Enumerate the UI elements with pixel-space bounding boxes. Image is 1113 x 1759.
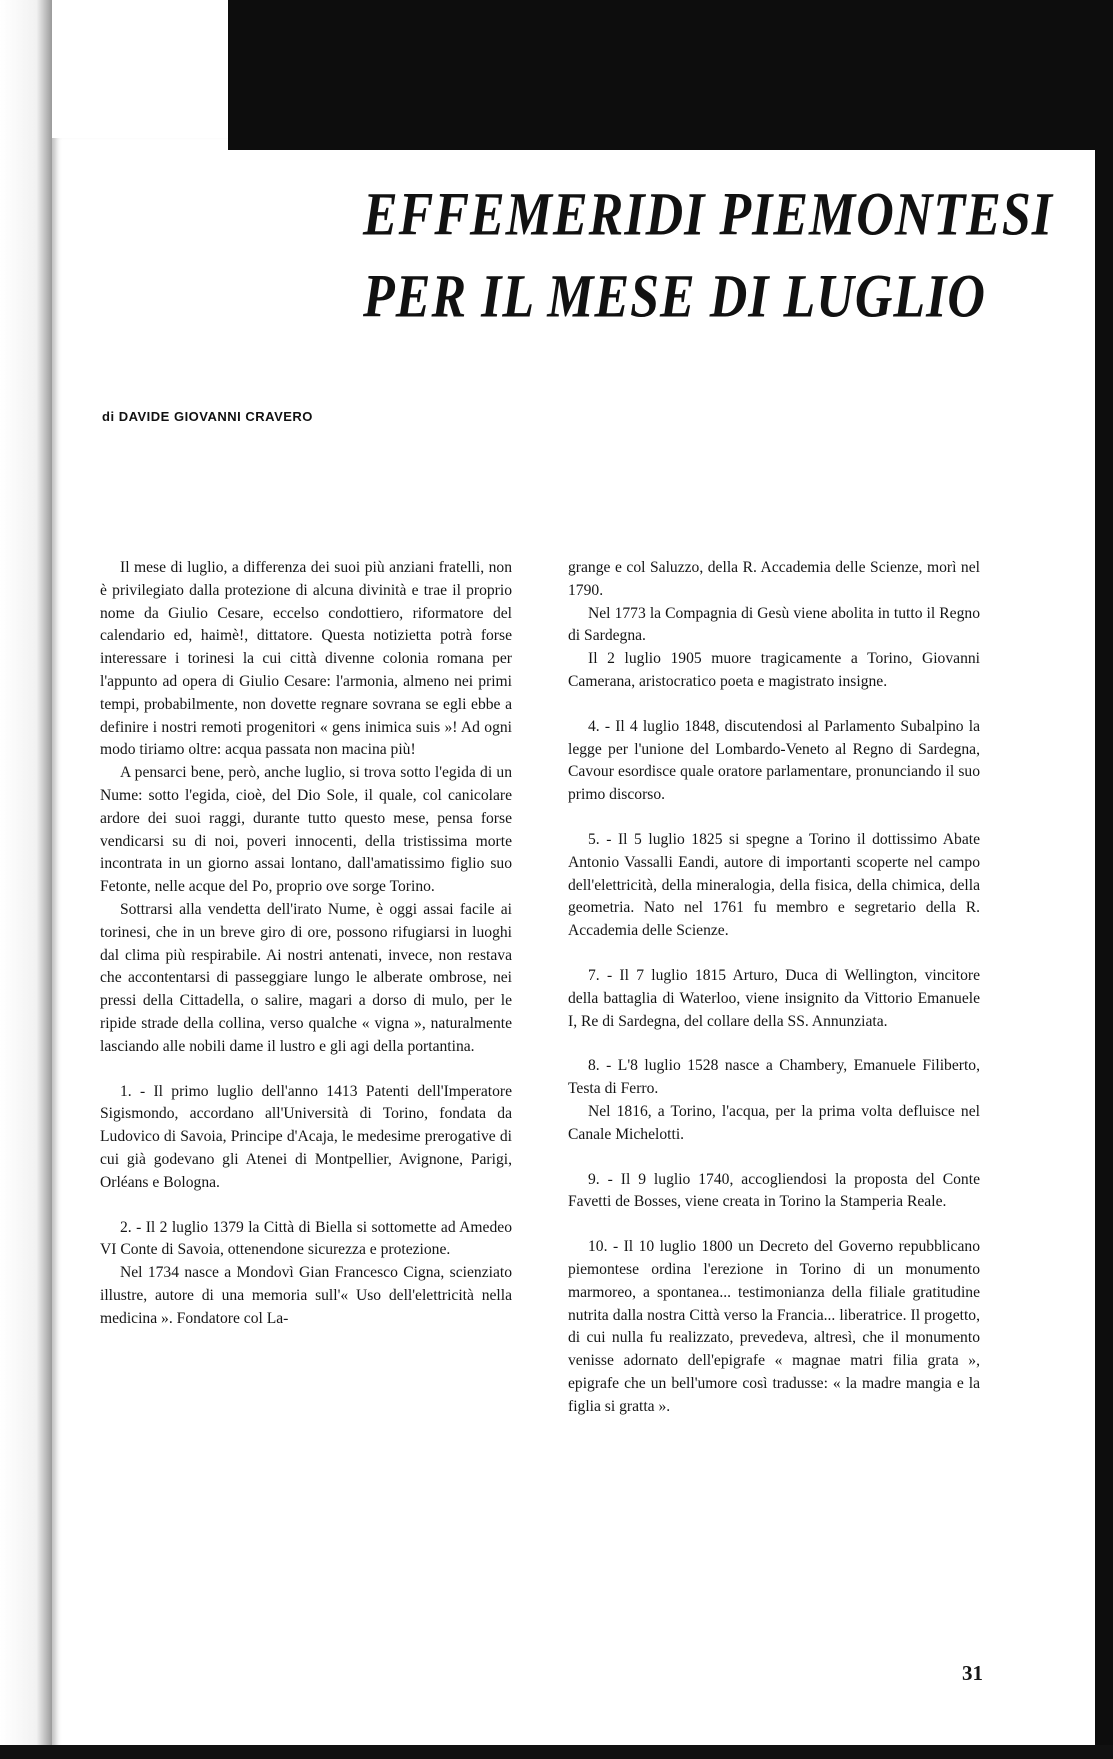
paragraph: 2. - Il 2 luglio 1379 la Città di Biella si sottomette ad Amedeo VI Conte di Savoia, ottenendone sicurezza e protezione. — [100, 1218, 512, 1259]
paragraph: Nel 1734 nasce a Mondovì Gian Francesco Cigna, scienziato illustre, autore di una memoria sull'« Uso dell'elettricità nella medicina ». Fondatore col La- — [100, 1264, 512, 1327]
text-column-right — [568, 557, 980, 1419]
article-title-line-1: EFFEMERIDI PIEMONTESI — [363, 181, 1053, 249]
paragraph: 9. - Il 9 luglio 1740, accogliendosi la proposta del Conte Favetti de Bosses, viene creata in Torino la Stamperia Reale. — [568, 1170, 980, 1211]
paragraph: A pensarci bene, però, anche luglio, si trova sotto l'egida di un Nume: sotto l'egida, cioè, del Dio Sole, il quale, col canicolare ardore dei suoi raggi, durante tutto questo mese, pensa forse vendicarsi su di noi, poveri innocenti, della tristissima morte incontrata in un giorno assai lontano, dall'amatissimo figlio suo Fetonte, nelle acque del Po, proprio ove sorge Torino. — [100, 764, 512, 896]
author-name: DAVIDE GIOVANNI CRAVERO — [118, 409, 313, 424]
paragraph: grange e col Saluzzo, della R. Accademia delle Scienze, morì nel 1790. — [568, 559, 980, 599]
text-column-left — [100, 557, 512, 1331]
scan-left-edge — [0, 0, 52, 1759]
byline-prefix: di — [102, 409, 115, 424]
page-number: 31 — [962, 1661, 983, 1685]
scan-border-bottom — [0, 1745, 1113, 1759]
paragraph: Il 2 luglio 1905 muore tragicamente a Torino, Giovanni Camerana, aristocratico poeta e magistrato insigne. — [568, 650, 980, 690]
paragraph: 10. - Il 10 luglio 1800 un Decreto del Governo repubblicano piemontese ordina l'erezione in Torino di un monumento marmoreo, a spontanea... testimonianza della filiale gratitudine nutrita dalla nostra Città verso la Francia... liberatrice. Il progetto, di cui nulla fu realizzato, prevedeva, altresì, che il monumento venisse adornato dell'epigrafe « magnae matri filia grata », epigrafe che un bell'umore così tradusse: « la madre mangia e la figlia si gratta ». — [568, 1238, 980, 1415]
paragraph: Nel 1816, a Torino, l'acqua, per la prima volta defluisce nel Canale Michelotti. — [568, 1102, 980, 1143]
paragraph: Il mese di luglio, a differenza dei suoi più anziani fratelli, non è privilegiato dalla protezione di alcuna divinità e trae il proprio nome da Giulio Cesare, eccelso condottiero, riformatore del calendario ed, haimè!, dittatore. Questa notizietta potrà forse interessare i torinesi la cui città divenne colonia romana per l'appunto ad opera di Giulio Cesare: l'armonia, almeno nei primi tempi, probabilmente, non dovette regnare sovrana se egli ebbe a definire i nostri remoti progenitori « gens inimica suis »! Ad ogni modo tiriamo oltre: acqua passata non macina più! — [100, 559, 512, 759]
article-title-line-2: PER IL MESE DI LUGLIO — [363, 263, 986, 331]
scan-border-top — [228, 0, 1113, 150]
paragraph: 8. - L'8 luglio 1528 nasce a Chambery, Emanuele Filiberto, Testa di Ferro. — [568, 1057, 980, 1098]
paragraph: 5. - Il 5 luglio 1825 si spegne a Torino il dottissimo Abate Antonio Vassalli Eandi, autore di importanti scoperte nel campo dell'elettricità, della mineralogia, della fisica, della chimica, della geometria. Nato nel 1761 fu membro e segretario della R. Accademia delle Scienze. — [568, 830, 980, 940]
paragraph: Nel 1773 la Compagnia di Gesù viene abolita in tutto il Regno di Sardegna. — [568, 604, 980, 645]
article-byline — [102, 409, 313, 424]
paragraph: 7. - Il 7 luglio 1815 Arturo, Duca di Wellington, vincitore della battaglia di Waterloo, viene insignito da Vittorio Emanuele I, Re di Sardegna, del collare della SS. Annunziata. — [568, 966, 980, 1030]
paragraph: Sottrarsi alla vendetta dell'irato Nume, è oggi assai facile ai torinesi, che in un breve giro di ore, possono rifugiarsi in luoghi dal clima più respirabile. Ai nostri antenati, invece, non restava che accontentarsi di passeggiare lungo le alberate ombrose, nei pressi della Cittadella, o salire, magari a dorso di mulo, per le ripide strade della collina, verso qualche « vigna », naturalmente lasciando alle nobili dame il lustro e gli agi della portantina. — [100, 900, 512, 1055]
scan-border-right — [1095, 0, 1113, 1759]
paragraph: 1. - Il primo luglio dell'anno 1413 Patenti dell'Imperatore Sigismondo, accordano all'Università di Torino, fondata da Ludovico di Savoia, Principe d'Acaja, le medesime prerogative di cui già godevano gli Atenei di Montpellier, Avignone, Parigi, Orléans e Bologna. — [100, 1082, 512, 1191]
paragraph: 4. - Il 4 luglio 1848, discutendosi al Parlamento Subalpino la legge per l'unione del Lombardo-Veneto al Regno di Sardegna, Cavour esordisce quale oratore parlamentare, pronunciando il suo primo discorso. — [568, 717, 980, 804]
